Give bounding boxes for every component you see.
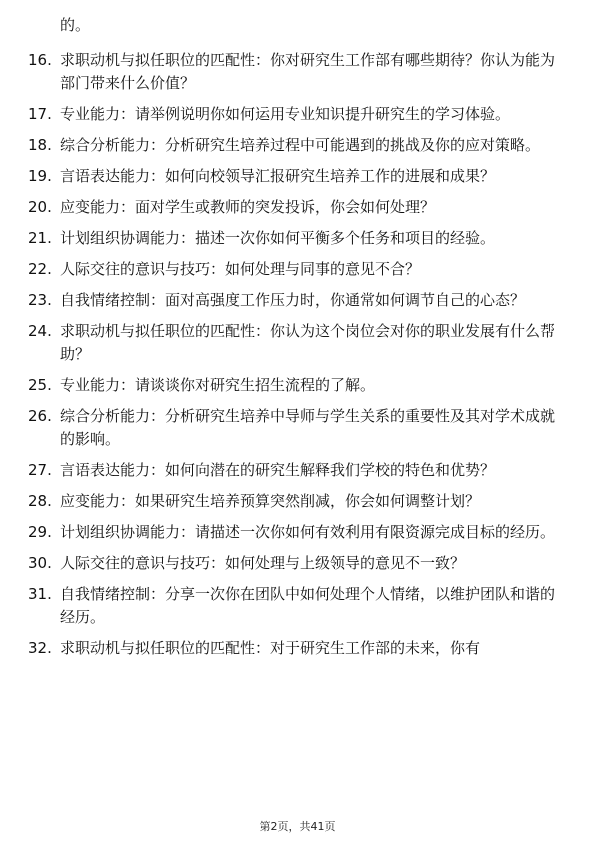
question-item xyxy=(28,258,568,281)
question-item xyxy=(28,459,568,482)
question-number: 26. xyxy=(28,407,52,425)
question-number: 29. xyxy=(28,523,52,541)
question-text: 应变能力：面对学生或教师的突发投诉，你会如何处理？ xyxy=(60,198,436,216)
question-item xyxy=(28,405,568,451)
question-number: 16. xyxy=(28,51,52,69)
question-text: 综合分析能力：分析研究生培养中导师与学生关系的重要性及其对学术成就的影响。 xyxy=(60,407,556,448)
question-item xyxy=(28,289,568,312)
page-footer: 第2页，共41页 xyxy=(259,820,336,833)
question-text: 求职动机与拟任职位的匹配性：对于研究生工作部的未来，你有 xyxy=(60,639,481,657)
question-text: 求职动机与拟任职位的匹配性：你认为这个岗位会对你的职业发展有什么帮助？ xyxy=(60,322,556,363)
question-number: 21. xyxy=(28,229,52,247)
question-text: 应变能力：如果研究生培养预算突然削减，你会如何调整计划？ xyxy=(60,492,481,510)
question-item xyxy=(28,583,568,629)
question-item xyxy=(28,552,568,575)
question-item xyxy=(28,374,568,397)
question-number: 27. xyxy=(28,461,52,479)
question-number: 31. xyxy=(28,585,52,603)
question-text: 综合分析能力：分析研究生培养过程中可能遇到的挑战及你的应对策略。 xyxy=(60,136,541,154)
question-number: 30. xyxy=(28,554,52,572)
carryover-text: 的。 xyxy=(60,16,91,34)
question-item xyxy=(28,134,568,157)
question-text: 言语表达能力：如何向校领导汇报研究生培养工作的进展和成果？ xyxy=(60,167,496,185)
question-text: 自我情绪控制：分享一次你在团队中如何处理个人情绪，以维护团队和谐的经历。 xyxy=(60,585,556,626)
question-number: 25. xyxy=(28,376,52,394)
question-item xyxy=(28,490,568,513)
question-number: 20. xyxy=(28,198,52,216)
question-text: 言语表达能力：如何向潜在的研究生解释我们学校的特色和优势？ xyxy=(60,461,496,479)
question-item xyxy=(28,165,568,188)
question-text: 计划组织协调能力：请描述一次你如何有效利用有限资源完成目标的经历。 xyxy=(60,523,556,541)
question-text: 自我情绪控制：面对高强度工作压力时，你通常如何调节自己的心态？ xyxy=(60,291,526,309)
questions-container xyxy=(28,49,568,660)
question-list xyxy=(28,14,568,668)
question-item xyxy=(28,196,568,219)
question-number: 24. xyxy=(28,322,52,340)
question-text: 专业能力：请举例说明你如何运用专业知识提升研究生的学习体验。 xyxy=(60,105,511,123)
question-text: 求职动机与拟任职位的匹配性：你对研究生工作部有哪些期待？你认为能为部门带来什么价值？ xyxy=(60,51,556,92)
question-item xyxy=(28,103,568,126)
question-number: 19. xyxy=(28,167,52,185)
question-text: 计划组织协调能力：描述一次你如何平衡多个任务和项目的经验。 xyxy=(60,229,496,247)
question-number: 22. xyxy=(28,260,52,278)
question-text: 人际交往的意识与技巧：如何处理与上级领导的意见不一致？ xyxy=(60,554,466,572)
question-number: 28. xyxy=(28,492,52,510)
question-number: 18. xyxy=(28,136,52,154)
question-item xyxy=(28,49,568,95)
question-item xyxy=(28,637,568,660)
question-item xyxy=(28,320,568,366)
question-item xyxy=(28,521,568,544)
question-text: 专业能力：请谈谈你对研究生招生流程的了解。 xyxy=(60,376,376,394)
question-text: 人际交往的意识与技巧：如何处理与同事的意见不合？ xyxy=(60,260,421,278)
question-number: 23. xyxy=(28,291,52,309)
question-item xyxy=(28,227,568,250)
question-number: 32. xyxy=(28,639,52,657)
question-number: 17. xyxy=(28,105,52,123)
